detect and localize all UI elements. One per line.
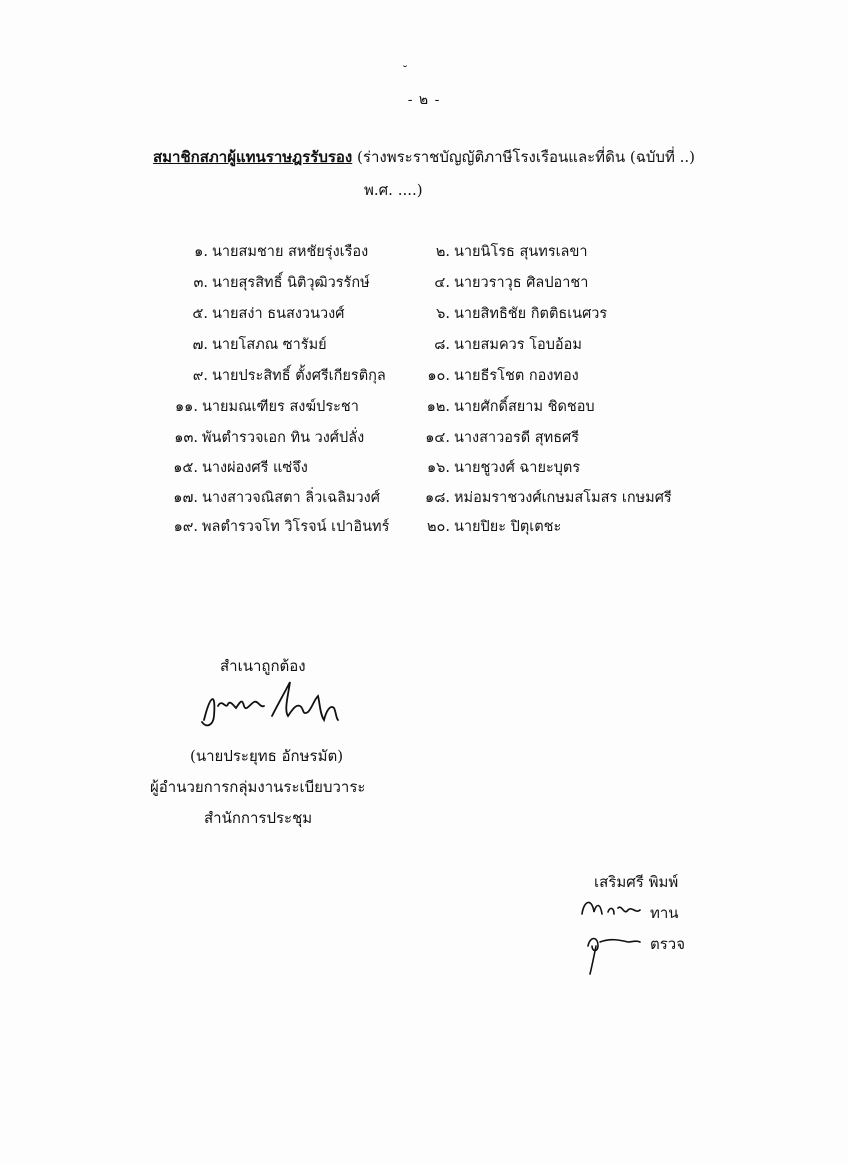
member-name: พันตำรวจเอก ทิน วงศ์ปลั่ง bbox=[202, 430, 365, 446]
member-10 bbox=[420, 364, 579, 387]
proofread-initials bbox=[578, 894, 644, 926]
heading-lead: สมาชิกสภาผู้แทนราษฎรรับรอง bbox=[153, 148, 353, 166]
member-name: นายสุรสิทธิ์ นิติวุฒิวรรักษ์ bbox=[212, 275, 370, 291]
member-number: ๖. bbox=[436, 306, 450, 322]
member-11 bbox=[168, 395, 359, 418]
member-20 bbox=[420, 515, 561, 538]
page-number: - ๒ - bbox=[407, 92, 441, 108]
member-19 bbox=[168, 515, 389, 538]
signer-title: ผู้อำนวยการกลุ่มงานระเบียบวาระ bbox=[150, 778, 366, 796]
member-number: ๑๘. bbox=[425, 490, 450, 506]
member-name: นายธีรโชต กองทอง bbox=[454, 368, 579, 384]
checked-label: ตรวจ bbox=[650, 935, 686, 953]
member-8 bbox=[420, 333, 582, 356]
member-number: ๑๒. bbox=[426, 399, 450, 415]
stray-mark: ˘ bbox=[402, 64, 408, 78]
member-15 bbox=[168, 456, 308, 479]
office-name: สำนักการประชุม bbox=[204, 809, 313, 827]
member-name: นายนิโรธ สุนทรเลขา bbox=[454, 244, 588, 260]
member-name: นางผ่องศรี แซ่จึง bbox=[202, 460, 308, 476]
heading-line2: พ.ศ. ....) bbox=[364, 181, 423, 199]
signature bbox=[196, 676, 346, 740]
heading-rest: (ร่างพระราชบัญญัติภาษีโรงเรือนและที่ดิน (ฉบับที่ ..) bbox=[357, 148, 695, 166]
heading bbox=[153, 146, 793, 168]
member-name: นางสาวจณิสตา ลิ่วเฉลิมวงศ์ bbox=[202, 490, 380, 506]
member-name: นายสมควร โอบอ้อม bbox=[454, 337, 582, 353]
member-name: นายโสภณ ซารัมย์ bbox=[212, 337, 327, 353]
member-5 bbox=[178, 302, 344, 325]
member-name: พลตำรวจโท วิโรจน์ เปาอินทร์ bbox=[202, 519, 390, 535]
member-number: ๓. bbox=[193, 275, 208, 291]
member-name: นายมณเฑียร สงฆ์ประชา bbox=[202, 399, 359, 415]
member-name: นายปิยะ ปิตุเตชะ bbox=[454, 519, 562, 535]
member-number: ๑๙. bbox=[173, 519, 198, 535]
member-name: นายชูวงศ์ ฉายะบุตร bbox=[454, 460, 581, 476]
member-name: นายวราวุธ ศิลปอาชา bbox=[454, 275, 589, 291]
member-13 bbox=[168, 426, 364, 449]
member-4 bbox=[420, 271, 588, 294]
member-number: ๒๐. bbox=[426, 519, 450, 535]
member-number: ๗. bbox=[192, 337, 208, 353]
initials-scribble-icon bbox=[580, 924, 646, 976]
member-18 bbox=[420, 486, 672, 509]
member-number: ๑๔. bbox=[425, 430, 450, 446]
member-number: ๘. bbox=[434, 337, 450, 353]
member-number: ๔. bbox=[434, 275, 450, 291]
member-1 bbox=[178, 240, 368, 263]
member-16 bbox=[420, 456, 580, 479]
member-17 bbox=[168, 486, 380, 509]
member-name: หม่อมราชวงศ์เกษมสโมสร เกษมศรี bbox=[454, 490, 672, 506]
member-3 bbox=[178, 271, 370, 294]
member-7 bbox=[178, 333, 327, 356]
checked-initials bbox=[580, 924, 646, 980]
signature-scribble-icon bbox=[196, 676, 346, 736]
proofread-label: ทาน bbox=[650, 904, 679, 922]
member-number: ๑๕. bbox=[173, 460, 198, 476]
member-number: ๑. bbox=[194, 244, 208, 260]
member-number: ๙. bbox=[192, 368, 208, 384]
typist-label: เสริมศรี พิมพ์ bbox=[594, 873, 679, 891]
member-name: นางสาวอรดี สุทธศรี bbox=[454, 430, 580, 446]
signer-name: (นายประยุทธ อักษรมัต) bbox=[190, 747, 344, 765]
member-9 bbox=[178, 364, 386, 387]
member-14 bbox=[420, 426, 579, 449]
member-name: นายสง่า ธนสงวนวงศ์ bbox=[212, 306, 345, 322]
member-number: ๑๓. bbox=[174, 430, 198, 446]
member-number: ๑๖. bbox=[426, 460, 450, 476]
member-name: นายสิทธิชัย กิตติธเนศวร bbox=[454, 306, 608, 322]
member-name: นายศักดิ์สยาม ชิดชอบ bbox=[454, 399, 595, 415]
member-number: ๕. bbox=[192, 306, 208, 322]
member-number: ๑๗. bbox=[173, 490, 198, 506]
member-name: นายสมชาย สหชัยรุ่งเรือง bbox=[212, 244, 369, 260]
initials-scribble-icon bbox=[578, 894, 644, 922]
member-number: ๒. bbox=[435, 244, 450, 260]
member-2 bbox=[420, 240, 588, 263]
member-6 bbox=[420, 302, 607, 325]
member-number: ๑๑. bbox=[174, 399, 198, 415]
member-number: ๑๐. bbox=[427, 368, 450, 384]
member-name: นายประสิทธิ์ ตั้งศรีเกียรติกุล bbox=[212, 368, 386, 384]
certified-copy-label: สำเนาถูกต้อง bbox=[220, 657, 306, 675]
member-12 bbox=[420, 395, 595, 418]
